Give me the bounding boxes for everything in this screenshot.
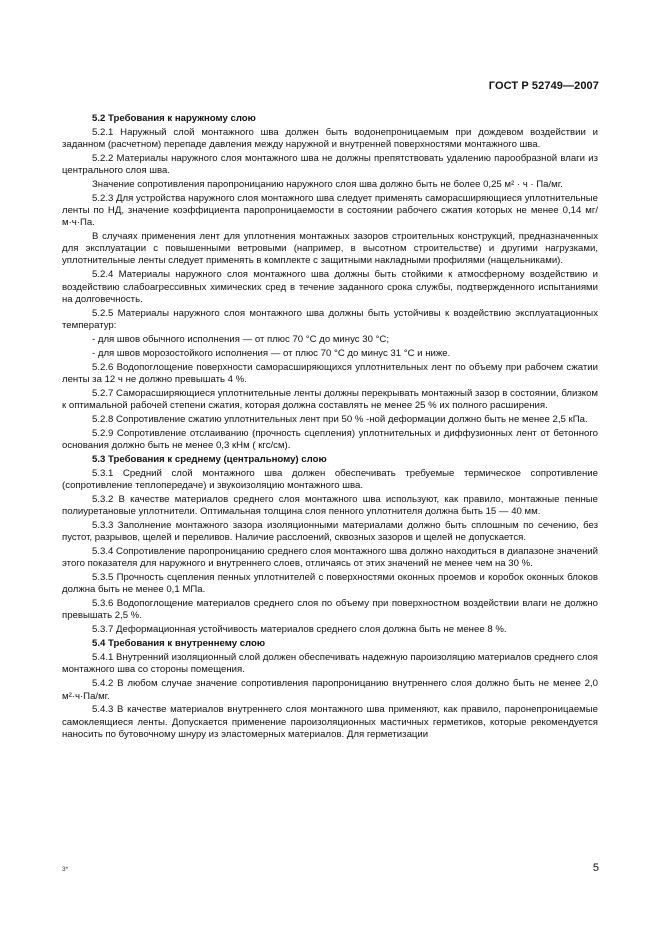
paragraph: - для швов обычного исполнения — от плюс 70 °С до минус 30 °С;	[92, 333, 390, 345]
paragraph: 5.2.5 Материалы наружного слоя монтажного шва должны быть устойчивы к воздействию эксплуатационных температур:	[62, 307, 598, 331]
paragraph: 5.2.1 Наружный слой монтажного шва должен быть водонепроницаемым при дождевом воздействии и заданном (расчетном) перепаде давления между наружной и внутренней поверхностями монтажного шва.	[62, 126, 598, 151]
paragraph: 5.4.3 В качестве материалов внутреннего слоя монтажного шва применяют, как правило, паронепроницаемые самоклеящиеся ленты. Допускается применение пароизоляционных мастичных герметиков, которые рекомендуется наносить по бутовочному шнуру из эластомерных материалов. Для герметизации	[62, 704, 598, 740]
section-heading: 5.4 Требования к внутреннему слою	[92, 638, 266, 650]
paragraph: 5.2.7 Саморасширяющиеся уплотнительные ленты должны перекрывать монтажный зазор в состоянии, близком к оптимальной рабочей степени сжатия, которая должна составлять не менее 25 % их полного расширения.	[62, 387, 598, 411]
document-body	[62, 113, 598, 743]
paragraph: 5.4.2 В любом случае значение сопротивления паропроницанию внутреннего слоя должно быть не менее 2,0 м²·ч·Па/мг.	[62, 678, 598, 702]
page-number: 5	[592, 862, 599, 874]
paragraph: 5.2.4 Материалы наружного слоя монтажного шва должны быть стойкими к атмосферному воздействию и воздействию слабоагрессивных химических сред в течение заданного срока службы, подтвержденного испытаниями на долговечность.	[62, 269, 598, 305]
section-heading: 5.3 Требования к среднему (центральному) слою	[92, 453, 327, 465]
paragraph: Значение сопротивления паропроницанию наружного слоя шва должно быть не более 0,25 м² · ч · Па/мг.	[92, 179, 563, 191]
paragraph: 5.2.6 Водопоглощение поверхности саморасширяющихся уплотнительных лент по объему при рабочем сжатии ленты за 12 ч не должно превышать 4 %.	[62, 361, 598, 385]
paragraph: 5.3.4 Сопротивление паропроницанию среднего слоя монтажного шва должно находиться в диапазоне значений этого показателя для наружного и внутреннего слоев, отличаясь от этих значений не менее чем на 30 %.	[62, 546, 598, 570]
paragraph: 5.2.3 Для устройства наружного слоя монтажного шва следует применять саморасширяющиеся уплотнительные ленты по НД, значение коэффициента паропроницаемости в состоянии рабочего сжатия которых не менее 0,14 мг/м·ч·Па.	[62, 193, 598, 229]
standard-header: ГОСТ Р 52749—2007	[488, 80, 599, 92]
section-heading: 5.2 Требования к наружному слою	[92, 113, 256, 124]
paragraph: 5.2.8 Сопротивление сжатию уплотнительных лент при 50 % -ной деформации должно быть не менее 2,5 кПа.	[92, 413, 588, 425]
sheet-signature: 3*	[62, 866, 69, 873]
paragraph: 5.4.1 Внутренний изоляционный слой должен обеспечивать надежную пароизоляцию материалов среднего слоя монтажного шва со стороны помещения.	[62, 652, 598, 676]
paragraph: 5.2.9 Сопротивление отслаиванию (прочность сцепления) уплотнительных и диффузионных лент от бетонного основания должно быть не менее 0,3 кНм ( кгс/см).	[62, 427, 598, 451]
paragraph: 5.3.5 Прочность сцепления пенных уплотнителей с поверхностями оконных проемов и коробок оконных блоков должна быть не менее 0,1 МПа.	[62, 572, 598, 596]
paragraph: 5.3.1 Средний слой монтажного шва должен обеспечивать требуемые термическое сопротивление (сопротивление теплопередаче) и звукоизоляцию монтажного шва.	[62, 467, 598, 491]
paragraph: В случаях применения лент для уплотнения монтажных зазоров строительных конструкций, предназначенных для эксплуатации с повышенными ветровыми (например, в высотном строительстве) и другими нагрузками, уплотнительные ленты следует применять в комплекте с защитными накладными профилями (нащельниками).	[62, 231, 598, 267]
paragraph: 5.2.2 Материалы наружного слоя монтажного шва не должны препятствовать удалению парообразной влаги из центрального слоя шва.	[62, 153, 598, 177]
paragraph: 5.3.3 Заполнение монтажного зазора изоляционными материалами должно быть сплошным по сечению, без пустот, разрывов, щелей и переливов. Наличие расслоений, сквозных зазоров и щелей не допускается.	[62, 520, 598, 544]
paragraph: 5.3.7 Деформационная устойчивость материалов среднего слоя должна быть не менее 8 %.	[92, 624, 507, 636]
paragraph: 5.3.2 В качестве материалов среднего слоя монтажного шва используют, как правило, монтажные пенные полиуретановые уплотнители. Оптимальная толщина слоя пенного уплотнителя должна быть 15 — 40 мм.	[62, 493, 598, 518]
paragraph: 5.3.6 Водопоглощение материалов среднего слоя по объему при поверхностном воздействии влаги не должно превышать 2,5 %.	[62, 598, 598, 622]
paragraph: - для швов морозостойкого исполнения — от плюс 70 °С до минус 31 °С и ниже.	[92, 347, 451, 359]
